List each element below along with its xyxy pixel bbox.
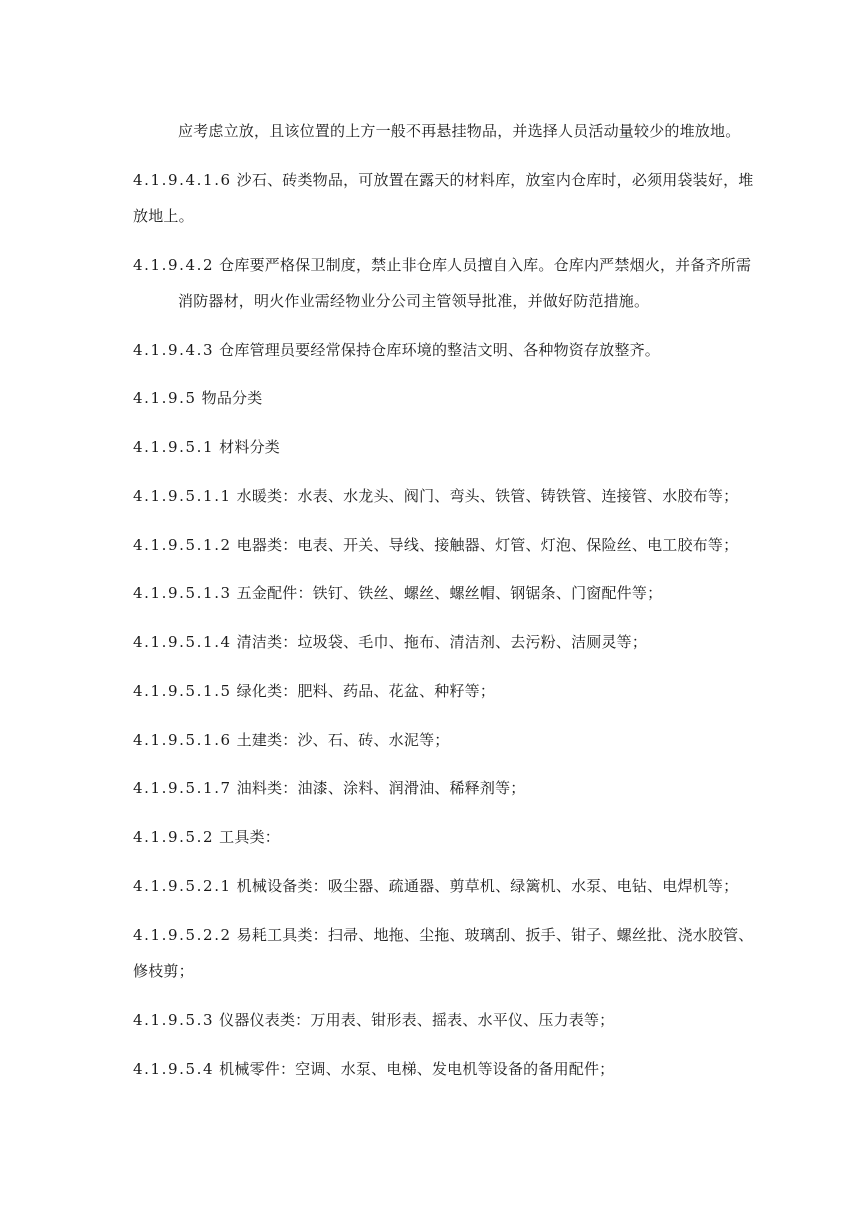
line-text: 工具类：	[219, 828, 280, 846]
list-item	[133, 535, 738, 555]
line-text: 绿化类：肥料、药品、花盆、种籽等；	[236, 682, 496, 700]
section-number: 4.1.9.5.1.7	[133, 779, 232, 797]
list-item	[133, 1059, 614, 1079]
line-text: 放地上。	[133, 207, 194, 225]
list-item	[133, 486, 738, 506]
line-text: 机械设备类：吸尘器、疏通器、剪草机、绿篱机、水泵、电钻、电焊机等；	[236, 877, 739, 895]
line-text: 土建类：沙、石、砖、水泥等；	[236, 731, 450, 749]
line-text: 清洁类：垃圾袋、毛巾、拖布、清洁剂、去污粉、洁厕灵等；	[236, 633, 648, 651]
line-text: 消防器材，明火作业需经物业分公司主管领导批准，并做好防范措施。	[178, 292, 650, 310]
paragraph-line	[178, 291, 649, 311]
line-text: 五金配件：铁钉、铁丝、螺丝、螺丝帽、钢锯条、门窗配件等；	[236, 584, 663, 602]
paragraph-line	[133, 340, 660, 360]
section-heading	[133, 437, 280, 457]
section-heading	[133, 827, 280, 847]
section-number: 4.1.9.5.1	[133, 438, 215, 456]
list-item	[133, 583, 662, 603]
section-number: 4.1.9.5.2	[133, 828, 215, 846]
line-text: 仪器仪表类：万用表、钳形表、摇表、水平仪、压力表等；	[219, 1011, 615, 1029]
line-text: 水暖类：水表、水龙头、阀门、弯头、铁管、铸铁管、连接管、水胶布等；	[236, 487, 739, 505]
section-number: 4.1.9.5.4	[133, 1060, 215, 1078]
paragraph-line	[133, 206, 194, 226]
line-text: 电器类：电表、开关、导线、接触器、灯管、灯泡、保险丝、电工胶布等；	[236, 536, 739, 554]
line-text: 仓库管理员要经常保持仓库环境的整洁文明、各种物资存放整齐。	[219, 341, 660, 359]
section-number: 4.1.9.5.1.1	[133, 487, 232, 505]
section-number: 4.1.9.5.1.2	[133, 536, 232, 554]
section-number: 4.1.9.5.2.1	[133, 877, 232, 895]
list-item	[133, 632, 647, 652]
line-text: 机械零件：空调、水泵、电梯、发电机等设备的备用配件；	[219, 1060, 615, 1078]
list-item	[133, 730, 449, 750]
section-heading	[133, 388, 262, 408]
list-item	[133, 778, 525, 798]
section-number: 4.1.9.5.1.3	[133, 584, 232, 602]
line-text: 沙石、砖类物品，可放置在露天的材料库，放室内仓库时，必须用袋装好，堆	[236, 171, 754, 189]
line-text: 材料分类	[219, 438, 280, 456]
paragraph-line	[178, 121, 740, 141]
line-text: 应考虑立放，且该位置的上方一般不再悬挂物品，并选择人员活动量较少的堆放地。	[178, 122, 741, 140]
list-item	[133, 876, 738, 896]
section-number: 4.1.9.4.2	[133, 256, 215, 274]
line-text: 物品分类	[201, 389, 263, 407]
paragraph-line	[133, 255, 751, 275]
paragraph-line	[133, 961, 194, 981]
list-item	[133, 681, 495, 701]
line-text: 仓库要严格保卫制度，禁止非仓库人员擅自入库。仓库内严禁烟火，并备齐所需	[219, 256, 752, 274]
list-item	[133, 925, 753, 945]
list-item	[133, 1010, 614, 1030]
line-text: 修枝剪；	[133, 962, 194, 980]
section-number: 4.1.9.4.1.6	[133, 171, 232, 189]
section-number: 4.1.9.5	[133, 389, 197, 407]
section-number: 4.1.9.5.2.2	[133, 926, 232, 944]
line-text: 易耗工具类：扫帚、地拖、尘拖、玻璃刮、扳手、钳子、螺丝批、浇水胶管、	[236, 926, 754, 944]
section-number: 4.1.9.5.1.4	[133, 633, 232, 651]
paragraph-line	[133, 170, 753, 190]
line-text: 油料类：油漆、涂料、润滑油、稀释剂等；	[236, 779, 526, 797]
section-number: 4.1.9.5.1.6	[133, 731, 232, 749]
section-number: 4.1.9.5.3	[133, 1011, 215, 1029]
section-number: 4.1.9.4.3	[133, 341, 215, 359]
section-number: 4.1.9.5.1.5	[133, 682, 232, 700]
